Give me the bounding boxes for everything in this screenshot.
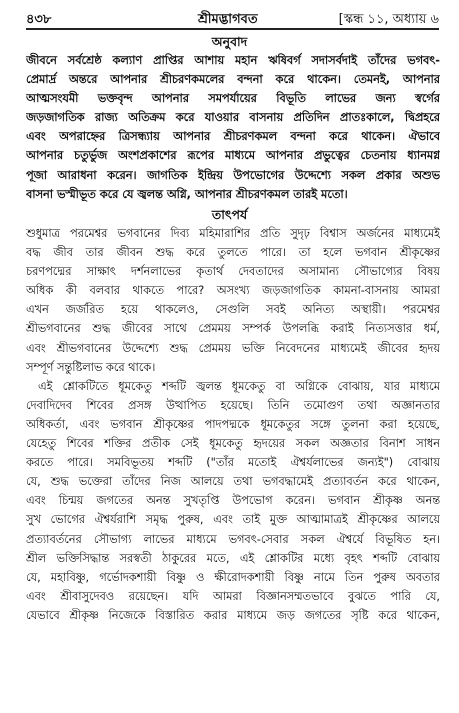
purport-line: এবং শ্রীভগবানের উদ্দেশ্যে শুদ্ধ প্রেমময় ভক্তি নিবেদনের মাধ্যমেই জীবের হৃদয় <box>26 341 440 355</box>
purport-line: অধিক কী বলবার থাকতে পারে? অসংখ্য জড়জাগতিক কামনা-বাসনায় আমরা <box>26 284 440 298</box>
purport-line: চরণপদ্মের সাক্ষাৎ দর্শনলাভের কৃতার্থ দেবতাদের অসামান্য সৌভাগ্যের বিষয় <box>26 265 440 279</box>
purport-line: যেহেতু শিবের শক্তির প্রতীক সেই ধূমকেতু হৃদয়ের সকল অজ্ঞতার বিনাশ সাধন <box>26 437 440 451</box>
purport-line: যে, মহাবিষ্ণু, গর্ভোদকশায়ী বিষ্ণু ও ক্ষীরোদকশায়ী বিষ্ণু নামে তিন পুরুষ অবতার <box>26 570 440 584</box>
book-title: শ্রীমদ্ভাগবত <box>198 12 258 27</box>
translation-line: জীবনে সর্বশ্রেষ্ঠ কল্যাণ প্রাপ্তির আশায় মহান ঋষিবর্গ সদাসর্বদাই তাঁদের ভগবৎ- <box>26 54 440 67</box>
purport-line: শুধুমাত্র পরমেশ্বর ভগবানের দিব্য মহিমারাশির প্রতি সুদৃঢ় বিশ্বাস অর্জনের মাধ্যমেই <box>26 227 440 240</box>
purport-line: এখন জর্জরিত হয়ে থাকলেও, সেগুলি সবই অনিত্য অস্থায়ী। পরমেশ্বর <box>26 303 440 317</box>
page-number: ৪৩৮ <box>26 12 52 27</box>
translation-line: বাসনা ভস্মীভূত করে যে জ্বলন্ত অগ্নি, আপনার শ্রীচরণকমল তারই মতো। <box>26 187 348 201</box>
purport-line: শ্রীভগবানের শুদ্ধ জীবের সাথে প্রেমময় সম্পর্ক উপলব্ধি করাই নিত্যসত্তার ধর্ম, <box>26 322 440 336</box>
purport-text <box>26 224 440 625</box>
translation-text <box>26 51 440 204</box>
purport-line: সম্পূর্ণ সন্তুষ্টিলাভ করে থাকে। <box>26 360 156 374</box>
translation-line: প্রেমার্দ্র অন্তরে আপনার শ্রীচরণকমলের বন্দনা করে থাকেন। তেমনই, আপনার <box>26 73 440 87</box>
header-rule <box>26 28 439 30</box>
purport-line: এবং চিন্ময় জগতের অনন্ত সুখতৃপ্তি উপভোগ করেন। ভগবান শ্রীকৃষ্ণ অনন্ত <box>26 494 440 508</box>
purport-line: অধিকর্তা, এবং ভগবান শ্রীকৃষ্ণের পাদপদ্মকে ধূমকেতুর সঙ্গে তুলনা করা হয়েছে, <box>26 417 440 431</box>
purport-line: এই শ্লোকটিতে ধূমকেতু শব্দটি জ্বলন্ত ধূমকেতু বা অগ্নিকে বোঝায়, যার মাধ্যমে <box>38 379 440 393</box>
purport-heading: তাৎপর্য <box>211 207 248 222</box>
chapter-reference: [স্কন্ধ ১১, অধ্যায় ৬ <box>338 12 439 27</box>
translation-line: পূজা আরাধনা করেন। জাগতিক ইন্দ্রিয় উপভোগের উদ্দেশ্যে সকল প্রকার অশুভ <box>26 168 440 182</box>
purport-line: দেবাদিদেব শিবের প্রসঙ্গ উত্থাপিত হয়েছে। তিনি তমোগুণ তথা অজ্ঞানতার <box>26 398 440 412</box>
translation-line: আত্মসংযমী ভক্তবৃন্দ আপনার সমপর্যায়ের বিভূতি লাভের জন্য স্বর্গের <box>26 92 440 106</box>
translation-heading: অনুবাদ <box>211 34 248 49</box>
purport-line: করতে পারে। সমবিভূতয় শব্দটি ("তাঁর মতোই ঐশ্বর্যলাভের জন্যই") বোঝায় <box>26 456 440 470</box>
purport-line: যে, শুদ্ধ ভক্তেরা তাঁদের নিজ আলয়ে তথা ভগবদ্ধামেই প্রত্যাবর্তন করে থাকেন, <box>26 475 440 489</box>
running-header <box>26 8 439 28</box>
purport-line: যেভাবে শ্রীকৃষ্ণ নিজেকে বিস্তারিত করার মাধ্যমে জড় জগতের সৃষ্টি করে থাকেন, <box>26 608 440 622</box>
translation-line: আপনার চতুর্ভুজ অংশপ্রকাশের রূপের মাধ্যমে আপনার প্রভুত্বের চেতনায় ধ্যানমগ্ন <box>26 149 440 163</box>
purport-line: প্রত্যাবর্তনের সৌভাগ্য লাভের মাধ্যমে ভগবৎ-সেবার সকল ঐশ্বর্যে বিভূষিত হন। <box>26 532 440 546</box>
purport-line: বদ্ধ জীব তার জীবন শুদ্ধ করে তুলতে পারে। তা হলে ভগবান শ্রীকৃষ্ণের <box>26 246 440 260</box>
purport-line: শ্রীল ভক্তিসিদ্ধান্ত সরস্বতী ঠাকুরের মতে, এই শ্লোকটির মধ্যে বৃহৎ শব্দটি বোঝায় <box>26 551 440 565</box>
purport-line: সুখ ভোগের ঐশ্বর্যরাশি সমৃদ্ধ পুরুষ, এবং তাই মুক্ত আত্মামাত্রই শ্রীকৃষ্ণের আলয়ে <box>26 513 440 527</box>
translation-line: জড়জাগতিক রাজ্য অতিক্রম করে যাওয়ার বাসনায় প্রতিদিন প্রাতঃকালে, দ্বিপ্রহরে <box>26 111 440 125</box>
purport-line: এবং শ্রীবাসুদেবও রয়েছেন। যদি আমরা বিজ্ঞানসম্মতভাবে বুঝতে পারি যে, <box>26 589 440 603</box>
translation-line: এবং অপরাহ্নের ত্রিসন্ধ্যায় আপনার শ্রীচরণকমল বন্দনা করে থাকেন। ঐভাবে <box>26 130 440 144</box>
